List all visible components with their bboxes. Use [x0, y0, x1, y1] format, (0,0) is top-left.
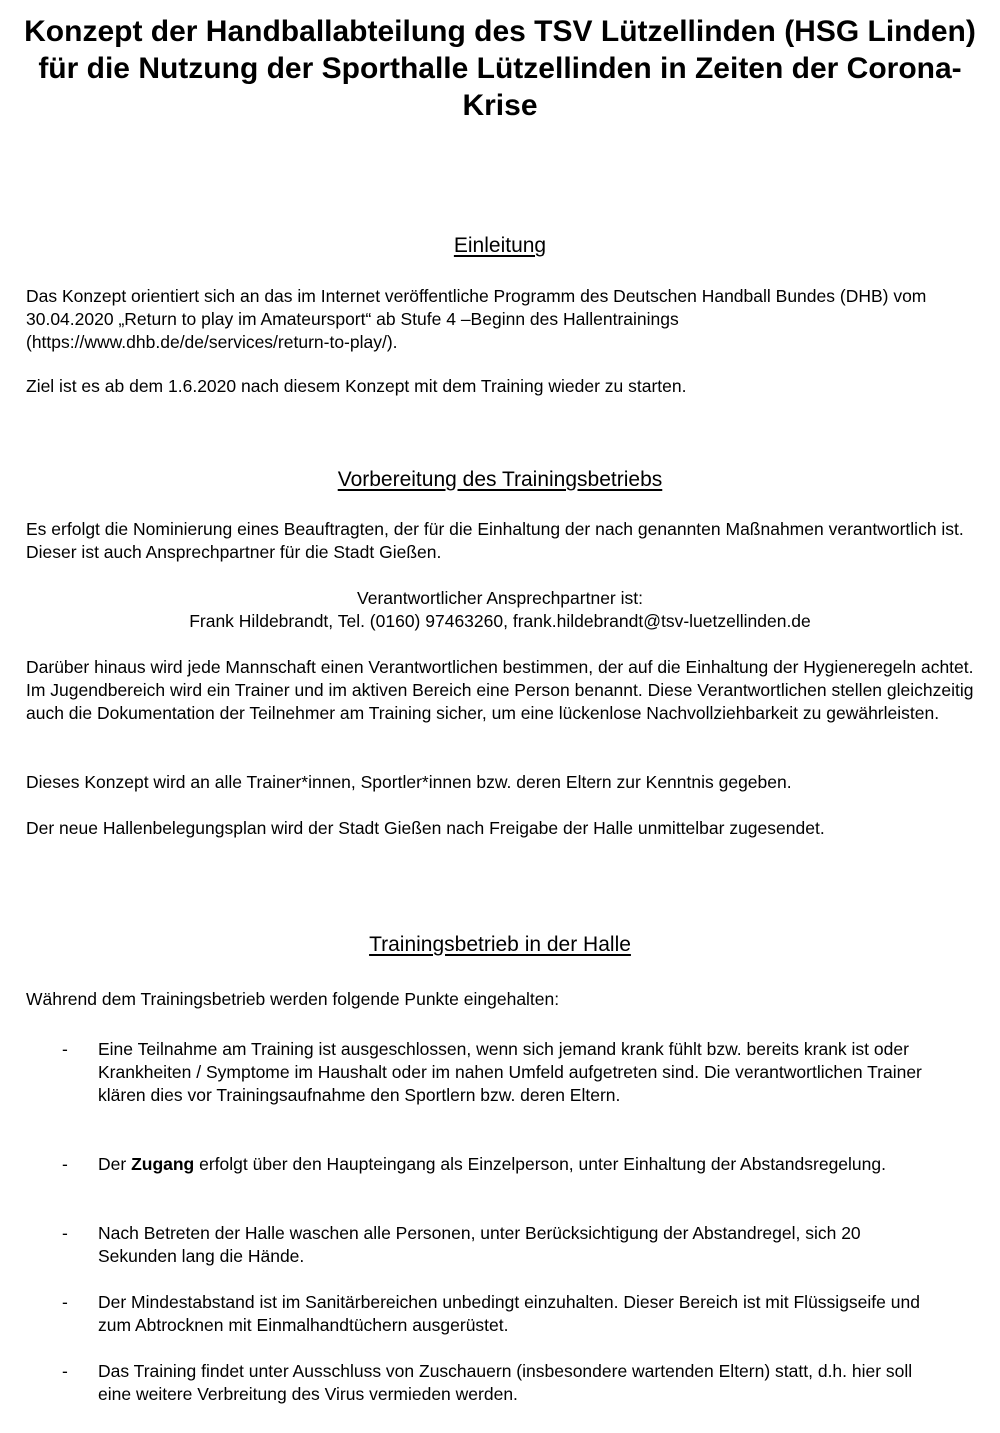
list-item-text: Nach Betreten der Halle waschen alle Personen, unter Berücksichtigung der Abstandregel, sich 20 Sekunden lang die Hände.: [98, 1223, 861, 1266]
paragraph: Dieses Konzept wird an alle Trainer*innen, Sportler*innen bzw. deren Eltern zur Kenntnis gegeben.: [26, 772, 792, 792]
paragraph: Ziel ist es ab dem 1.6.2020 nach diesem Konzept mit dem Training wieder zu starten.: [26, 376, 687, 396]
contact-details: Frank Hildebrandt, Tel. (0160) 97463260, frank.hildebrandt@tsv-luetzellinden.de: [189, 611, 811, 631]
paragraph: Das Konzept orientiert sich an das im Internet veröffentliche Programm des Deutschen Handball Bundes (DHB) vom 30.04.2020 „Return to play im Amateursport“ ab Stufe 4 –Beginn des Hallentrainings (https://www.dhb.de/de/services/return-to-play/).: [26, 286, 927, 352]
bullet-dash: -: [62, 1154, 68, 1174]
document-title: Konzept der Handballabteilung des TSV Lützellinden (HSG Linden) für die Nutzung der Sporthalle Lützellinden in Zeiten der Corona-Krise: [24, 15, 976, 122]
contact-label: Verantwortlicher Ansprechpartner ist:: [357, 588, 643, 608]
list-item-text-start: Der: [98, 1154, 132, 1174]
list-item-text: Eine Teilnahme am Training ist ausgeschlossen, wenn sich jemand krank fühlt bzw. bereits krank ist oder Krankheiten / Symptome im Haushalt oder im nahen Umfeld aufgetreten sind. Die verantwortlichen Trainer klären dies vor Trainingsaufnahme den Sportlern bzw. deren Eltern.: [98, 1039, 922, 1105]
list-item-text: Das Training findet unter Ausschluss von Zuschauern (insbesondere wartenden Eltern) statt, d.h. hier soll eine weitere Verbreitung des Virus vermieden werden.: [98, 1361, 913, 1404]
bullet-dash: -: [62, 1361, 68, 1381]
section-intro: Während dem Trainingsbetrieb werden folgende Punkte eingehalten:: [26, 989, 560, 1009]
list-item-text-end: erfolgt über den Haupteingang als Einzelperson, unter Einhaltung der Abstandsregelung.: [194, 1154, 886, 1174]
section-heading-trainingsbetrieb: Trainingsbetrieb in der Halle: [369, 933, 631, 956]
paragraph: Der neue Hallenbelegungsplan wird der Stadt Gießen nach Freigabe der Halle unmittelbar zugesendet.: [26, 818, 825, 838]
paragraph: Darüber hinaus wird jede Mannschaft einen Verantwortlichen bestimmen, der auf die Einhaltung der Hygieneregeln achtet. Im Jugendbereich wird ein Trainer und im aktiven Bereich eine Person benannt. Diese Verantwortlichen stellen gleichzeitig auch die Dokumentation der Teilnehmer am Training sicher, um eine lückenlose Nachvollziehbarkeit zu gewährleisten.: [26, 657, 974, 723]
section-heading-einleitung: Einleitung: [453, 234, 547, 257]
bullet-dash: -: [62, 1039, 68, 1059]
emphasis-zugang: Zugang: [131, 1154, 195, 1174]
bullet-dash: -: [62, 1223, 68, 1243]
list-item-text: [98, 1153, 928, 1176]
bullet-dash: -: [62, 1292, 68, 1312]
section-heading-vorbereitung: Vorbereitung des Trainingsbetriebs: [337, 468, 663, 491]
list-item-text: Der Mindestabstand ist im Sanitärbereichen unbedingt einzuhalten. Dieser Bereich ist mit Flüssigseife und zum Abtrocknen mit Einmalhandtüchern ausgerüstet.: [98, 1292, 920, 1335]
paragraph: Es erfolgt die Nominierung eines Beauftragten, der für die Einhaltung der nach genannten Maßnahmen verantwortlich ist. Dieser ist auch Ansprechpartner für die Stadt Gießen.: [26, 519, 964, 562]
